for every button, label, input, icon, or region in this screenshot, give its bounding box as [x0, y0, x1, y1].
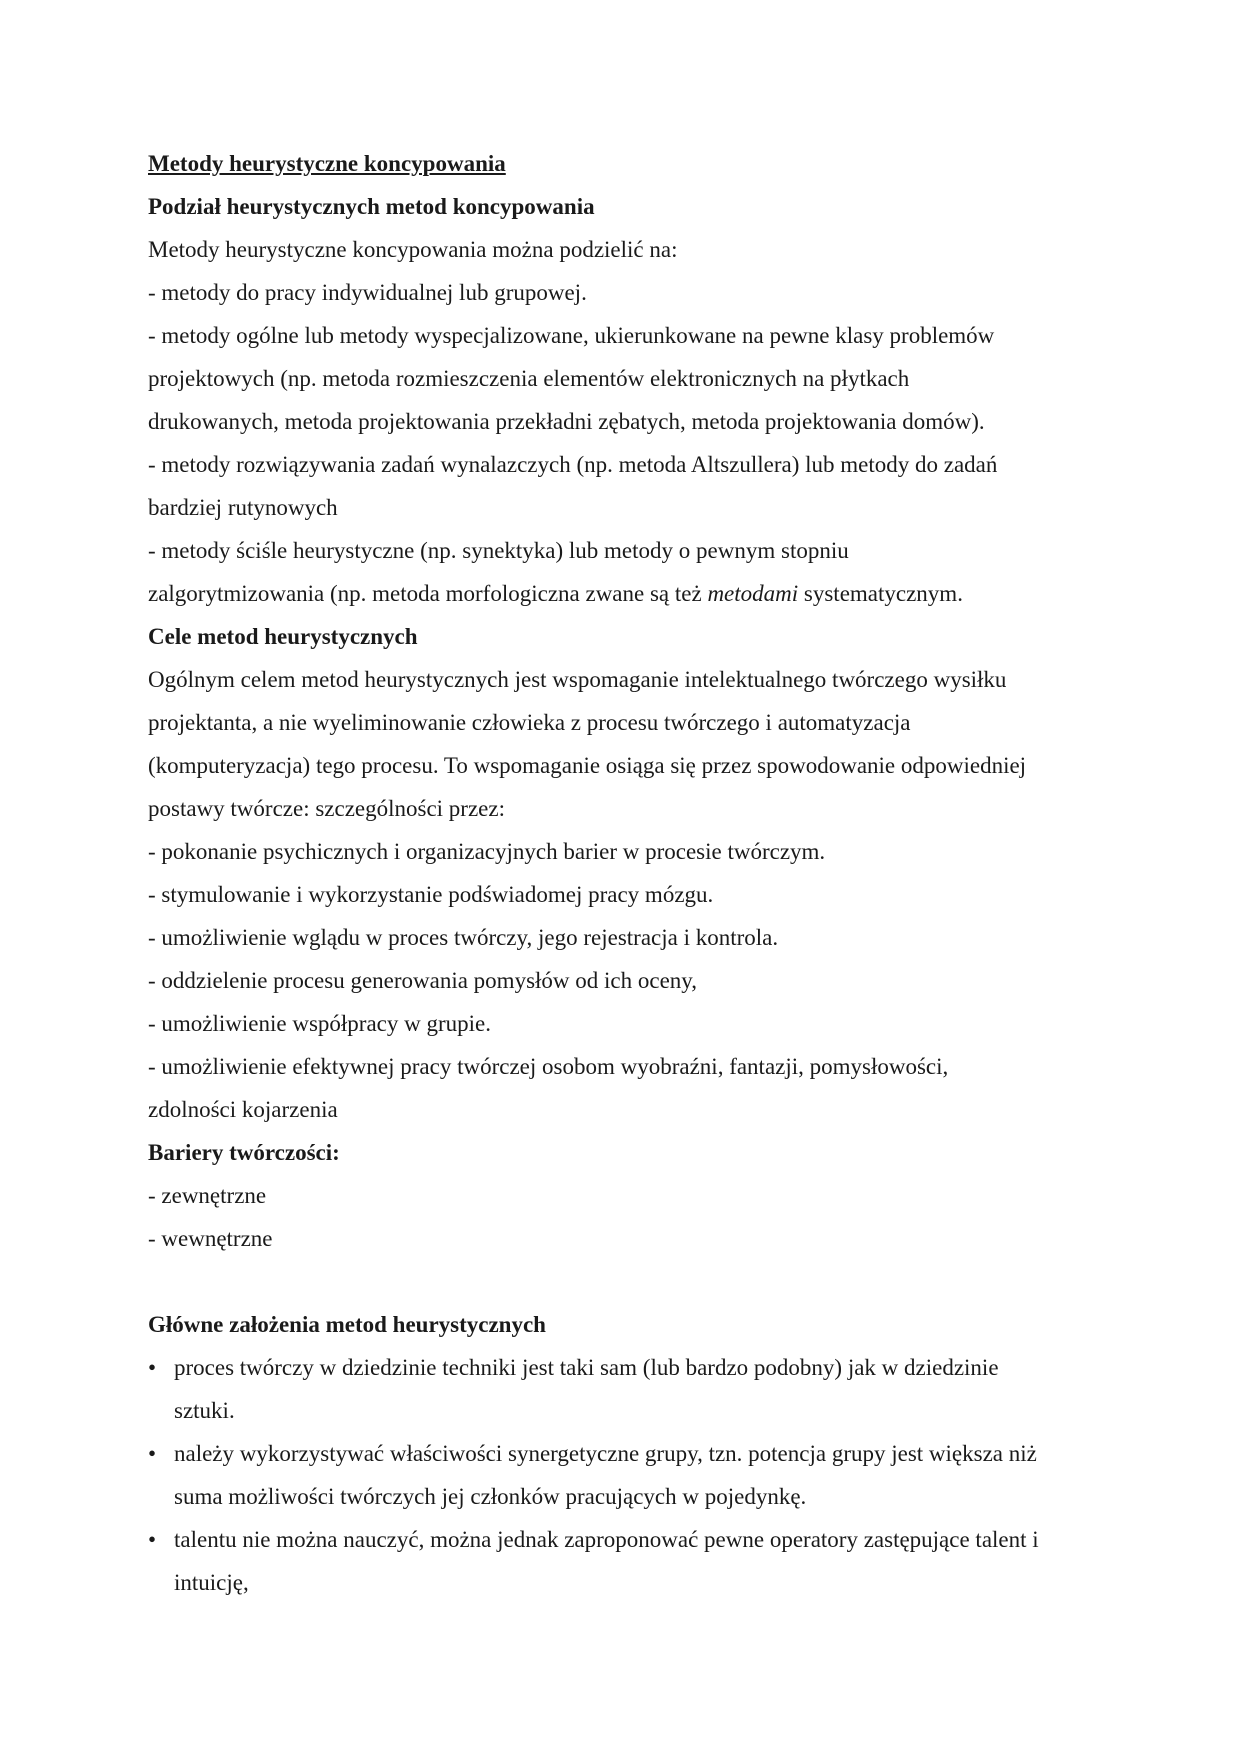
list-item-text: talentu nie można nauczyć, można jednak zaproponować pewne operatory zastępujące talent i: [174, 1527, 1039, 1552]
section-heading-barriers: Bariery twórczości:: [148, 1140, 340, 1165]
paragraph-line: projektanta, a nie wyeliminowanie człowieka z procesu twórczego i automatyzacja: [148, 710, 911, 735]
paragraph-line: - zewnętrzne: [148, 1183, 267, 1208]
bullet-icon: •: [148, 1355, 157, 1380]
paragraph-line: - umożliwienie współpracy w grupie.: [148, 1011, 491, 1036]
paragraph-line: Metody heurystyczne koncypowania można podzielić na:: [148, 237, 678, 262]
paragraph-line: zdolności kojarzenia: [148, 1097, 338, 1122]
bullet-icon: •: [148, 1441, 157, 1466]
paragraph-line: - umożliwienie efektywnej pracy twórczej osobom wyobraźni, fantazji, pomysłowości,: [148, 1054, 949, 1079]
list-item-text: sztuki.: [174, 1398, 235, 1423]
document-title: Metody heurystyczne koncypowania: [148, 151, 506, 176]
list-item: [148, 1346, 1108, 1432]
paragraph-line: - metody ściśle heurystyczne (np. synektyka) lub metody o pewnym stopniu: [148, 538, 849, 563]
bullet-line: [148, 1432, 1108, 1475]
list-item-text: należy wykorzystywać właściwości synergetyczne grupy, tzn. potencja grupy jest większa niż: [174, 1441, 1037, 1466]
paragraph-line: [148, 572, 1108, 615]
paragraph-line: drukowanych, metoda projektowania przekładni zębatych, metoda projektowania domów).: [148, 409, 985, 434]
paragraph-line: - stymulowanie i wykorzystanie podświadomej pracy mózgu.: [148, 882, 714, 907]
list-item: [148, 1518, 1108, 1604]
bullet-list: [148, 1346, 1108, 1604]
bullet-icon: •: [148, 1527, 157, 1552]
paragraph-line: bardziej rutynowych: [148, 495, 338, 520]
paragraph-line: - oddzielenie procesu generowania pomysłów od ich oceny,: [148, 968, 698, 993]
bullet-line: [148, 1518, 1108, 1561]
list-item-text: suma możliwości twórczych jej członków pracujących w pojedynkę.: [174, 1484, 807, 1509]
text-span: systematycznym.: [798, 581, 963, 606]
list-item: [148, 1432, 1108, 1518]
document-page: [148, 142, 1108, 1604]
paragraph-line: - wewnętrzne: [148, 1226, 273, 1251]
paragraph-line: - metody do pracy indywidualnej lub grupowej.: [148, 280, 587, 305]
italic-text: metodami: [707, 581, 799, 606]
paragraph-line: postawy twórcze: szczególności przez:: [148, 796, 505, 821]
bullet-line: [148, 1346, 1108, 1389]
paragraph-line: - metody rozwiązywania zadań wynalazczych (np. metoda Altszullera) lub metody do zadań: [148, 452, 998, 477]
paragraph-line: - pokonanie psychicznych i organizacyjnych barier w procesie twórczym.: [148, 839, 826, 864]
paragraph-line: Ogólnym celem metod heurystycznych jest wspomaganie intelektualnego twórczego wysiłku: [148, 667, 1007, 692]
paragraph-line: - umożliwienie wglądu w proces twórczy, jego rejestracja i kontrola.: [148, 925, 779, 950]
section-heading-goals: Cele metod heurystycznych: [148, 624, 418, 649]
paragraph-line: - metody ogólne lub metody wyspecjalizowane, ukierunkowane na pewne klasy problemów: [148, 323, 995, 348]
bullet-line-continued: [148, 1389, 1108, 1432]
text-span: zalgorytmizowania (np. metoda morfologiczna zwane są też: [148, 581, 708, 606]
bullet-line-continued: [148, 1561, 1108, 1604]
blank-line: [148, 1260, 1108, 1303]
paragraph-line: projektowych (np. metoda rozmieszczenia elementów elektronicznych na płytkach: [148, 366, 910, 391]
list-item-text: proces twórczy w dziedzinie techniki jest taki sam (lub bardzo podobny) jak w dziedzinie: [174, 1355, 999, 1380]
list-item-text: intuicję,: [174, 1570, 249, 1595]
section-heading-division: Podział heurystycznych metod koncypowania: [148, 194, 595, 219]
bullet-line-continued: [148, 1475, 1108, 1518]
section-heading-assumptions: Główne założenia metod heurystycznych: [148, 1312, 546, 1337]
paragraph-line: (komputeryzacja) tego procesu. To wspomaganie osiąga się przez spowodowanie odpowiedniej: [148, 753, 1027, 778]
